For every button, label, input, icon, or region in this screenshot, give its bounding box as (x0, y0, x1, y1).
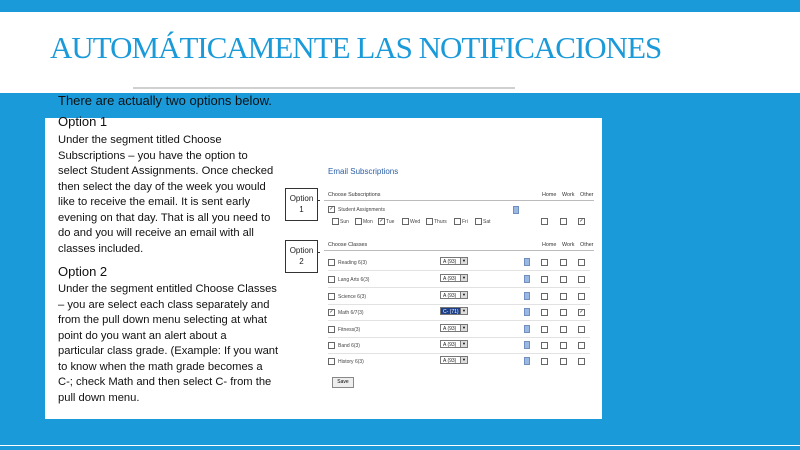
class-name: Science 6(3) (338, 294, 367, 300)
email-subscriptions-panel (320, 160, 596, 390)
col-work: Work (562, 192, 575, 198)
other-checkbox[interactable]: ✓ (579, 218, 584, 224)
other-checkbox[interactable] (578, 293, 585, 300)
classes-header (324, 241, 594, 251)
option1-heading: Option 1 (58, 114, 108, 129)
chevron-down-icon: ▼ (460, 258, 467, 264)
row-separator (328, 270, 590, 271)
home-checkbox[interactable] (541, 293, 548, 300)
text-line: pull down menu. (58, 391, 140, 404)
other-checkbox[interactable] (578, 358, 585, 365)
chevron-down-icon: ▼ (460, 308, 467, 314)
option2-text (58, 282, 290, 406)
grade-select[interactable] (440, 257, 468, 265)
text-line: then select the day of the week you would (58, 180, 266, 193)
class-checkbox[interactable] (328, 342, 335, 349)
other-checkbox[interactable] (578, 342, 585, 349)
text-line: do and you will receive an email with all (58, 227, 254, 239)
class-checkbox[interactable] (328, 259, 335, 266)
other-checkbox[interactable] (578, 276, 585, 283)
slide-title: AUTOMÁTICAMENTE LAS NOTIFICACIONES (50, 30, 662, 65)
work-checkbox[interactable] (560, 342, 567, 349)
day-label-sun: Sun (340, 219, 349, 225)
chevron-down-icon: ▼ (460, 275, 467, 281)
grade-value: A (93) (443, 342, 457, 348)
info-icon (524, 275, 530, 283)
day-checkbox-fri[interactable] (454, 218, 461, 225)
text-line: C-; check Math and then select C- from the (58, 376, 272, 388)
class-checkbox[interactable] (328, 276, 335, 283)
info-icon (513, 206, 519, 214)
grade-select[interactable] (440, 307, 468, 315)
grade-select[interactable] (440, 291, 468, 299)
day-label-mon: Mon (363, 219, 373, 225)
chevron-down-icon: ▼ (460, 292, 467, 298)
other-checkbox[interactable]: ✓ (579, 309, 584, 315)
col-other: Other (580, 192, 594, 198)
text-line: select Student Assignments. Once checked (58, 165, 274, 177)
grade-select[interactable] (440, 274, 468, 282)
day-label-fri: Fri (462, 219, 468, 225)
home-checkbox[interactable] (541, 276, 548, 283)
home-checkbox[interactable] (541, 342, 548, 349)
col-work: Work (562, 242, 575, 248)
info-icon (524, 325, 530, 333)
info-icon (524, 357, 530, 365)
text-line: Under the segment titled Choose (58, 134, 222, 146)
class-name: Fitness(3) (338, 327, 361, 333)
day-checkbox-tue[interactable]: ✓ (379, 218, 384, 224)
day-checkbox-mon[interactable] (355, 218, 362, 225)
text-line: Under the segment entitled Choose Classes (58, 283, 277, 295)
col-home: Home (542, 192, 557, 198)
email-subscriptions-title: Email Subscriptions (328, 167, 399, 176)
classes-header-label: Choose Classes (328, 242, 368, 248)
student-assignments-label: Student Assignments (338, 207, 385, 213)
day-checkbox-thurs[interactable] (426, 218, 433, 225)
day-label-thurs: Thurs (434, 219, 447, 225)
option2-callout (285, 240, 318, 273)
title-divider (133, 87, 515, 89)
other-checkbox[interactable] (578, 326, 585, 333)
grade-value: A (93) (443, 293, 457, 299)
home-checkbox[interactable] (541, 358, 548, 365)
callout-line1: Option (289, 194, 314, 203)
class-checkbox[interactable]: ✓ (329, 309, 334, 315)
option1-callout (285, 188, 318, 221)
row-separator (328, 287, 590, 288)
other-checkbox[interactable] (578, 259, 585, 266)
grade-value: A (93) (443, 276, 457, 282)
work-checkbox[interactable] (560, 218, 567, 225)
work-checkbox[interactable] (560, 259, 567, 266)
class-name: Reading 6(3) (338, 260, 367, 266)
info-icon (524, 258, 530, 266)
work-checkbox[interactable] (560, 293, 567, 300)
class-checkbox[interactable] (328, 358, 335, 365)
home-checkbox[interactable] (541, 218, 548, 225)
chevron-down-icon: ▼ (460, 325, 467, 331)
text-line: Subscriptions – you have the option to (58, 149, 248, 162)
callout-line2: 1 (299, 205, 304, 214)
day-checkbox-sun[interactable] (332, 218, 339, 225)
text-line: – you are select each class separately and (58, 298, 270, 311)
day-label-sat: Sat (483, 219, 491, 225)
text-line: classes included. (58, 242, 144, 255)
callout-line2: 2 (299, 257, 304, 266)
class-name: Band 6(3) (338, 343, 360, 349)
grade-select[interactable] (440, 340, 468, 348)
info-icon (524, 308, 530, 316)
work-checkbox[interactable] (560, 326, 567, 333)
student-assignments-checkbox[interactable]: ✓ (329, 206, 334, 212)
save-button[interactable]: Save (332, 377, 354, 388)
text-line: point do you want an alert about a (58, 329, 227, 342)
subscriptions-header (324, 191, 594, 201)
top-accent-bar (0, 0, 800, 12)
info-icon (524, 341, 530, 349)
text-line: to know when the math grade becomes a (58, 360, 263, 373)
option2-heading: Option 2 (58, 264, 108, 279)
chevron-down-icon: ▼ (460, 341, 467, 347)
row-separator (328, 304, 590, 305)
option1-text (58, 133, 290, 257)
class-name: Lang Arts 6(3) (338, 277, 370, 283)
home-checkbox[interactable] (541, 309, 548, 316)
text-line: evening on that day. That is all you need to (58, 211, 271, 224)
day-checkbox-sat[interactable] (475, 218, 482, 225)
chevron-down-icon: ▼ (460, 357, 467, 363)
text-line: like to receive the email. It is sent early (58, 196, 251, 208)
col-other: Other (580, 242, 594, 248)
grade-select[interactable] (440, 356, 468, 364)
grade-value: A (93) (443, 259, 457, 265)
intro-text: There are actually two options below. (58, 93, 272, 108)
day-label-wed: Wed (410, 219, 421, 225)
info-icon (524, 292, 530, 300)
subscriptions-header-label: Choose Subscriptions (328, 192, 381, 198)
home-checkbox[interactable] (541, 326, 548, 333)
work-checkbox[interactable] (560, 309, 567, 316)
grade-value: A (93) (443, 358, 457, 364)
class-name: History 6(3) (338, 359, 364, 365)
class-checkbox[interactable] (328, 326, 335, 333)
grade-value: A (93) (443, 326, 457, 332)
row-separator (328, 337, 590, 338)
text-line: particular class grade. (Example: If you want (58, 345, 279, 357)
day-label-tue: Tue (386, 219, 395, 225)
row-separator (328, 320, 590, 321)
work-checkbox[interactable] (560, 358, 567, 365)
text-line: from the pull down menu selecting at what (58, 314, 267, 326)
grade-value: C- (71) (443, 309, 459, 315)
callout-line1: Option (289, 246, 314, 255)
row-separator (328, 353, 590, 354)
col-home: Home (542, 242, 557, 248)
class-checkbox[interactable] (328, 293, 335, 300)
home-checkbox[interactable] (541, 259, 548, 266)
class-name: Math 6/7(3) (338, 310, 364, 316)
day-checkbox-wed[interactable] (402, 218, 409, 225)
grade-select[interactable] (440, 324, 468, 332)
work-checkbox[interactable] (560, 276, 567, 283)
bottom-accent-line (0, 446, 800, 450)
